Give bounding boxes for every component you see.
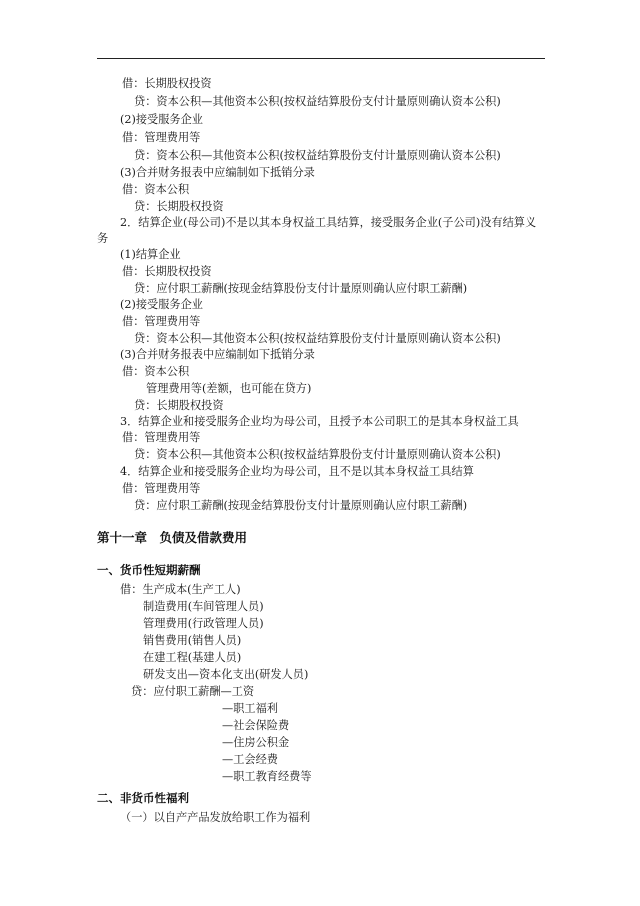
text-line: 研发支出—资本化支出(研发人员) <box>143 668 309 681</box>
text-line: 管理费用等(差额，也可能在贷方) <box>146 382 312 395</box>
text-line: 贷：资本公积—其他资本公积(按权益结算股份支付计量原则确认资本公积) <box>134 448 501 461</box>
text-line: 管理费用(行政管理人员) <box>143 617 264 630</box>
header-rule <box>97 58 545 59</box>
text-line: 借：管理费用等 <box>122 315 201 328</box>
text-line: —住房公积金 <box>222 736 290 749</box>
text-line: 贷：应付职工薪酬(按现金结算股份支付计量原则确认应付职工薪酬) <box>134 282 468 295</box>
text-line: (2)接受服务企业 <box>120 298 203 311</box>
text-line: (3)合并财务报表中应编制如下抵销分录 <box>120 166 315 179</box>
text-line: 贷：资本公积—其他资本公积(按权益结算股份支付计量原则确认资本公积) <box>134 95 501 108</box>
text-line: 销售费用(销售人员) <box>143 634 242 647</box>
text-line: —职工教育经费等 <box>222 770 312 783</box>
text-line: (1)结算企业 <box>120 248 181 261</box>
text-line: 借：长期股权投资 <box>122 265 212 278</box>
text-line: (2)接受服务企业 <box>120 113 203 126</box>
text-line: 贷：长期股权投资 <box>134 200 224 213</box>
text-line: 3．结算企业和接受服务企业均为母公司，且授予本公司职工的是其本身权益工具 <box>120 415 519 428</box>
text-line: 4．结算企业和接受服务企业均为母公司，且不是以其本身权益工具结算 <box>120 465 474 478</box>
text-line: 贷：应付职工薪酬—工资 <box>131 685 255 698</box>
text-line: —工会经费 <box>222 753 278 766</box>
text-line: 借：长期股权投资 <box>122 77 212 90</box>
chapter-title: 第十一章 负债及借款费用 <box>97 530 248 545</box>
text-line: 贷：应付职工薪酬(按现金结算股份支付计量原则确认应付职工薪酬) <box>134 499 468 512</box>
text-line: 借：管理费用等 <box>122 431 201 444</box>
text-line: —职工福利 <box>222 702 278 715</box>
text-line: 贷：长期股权投资 <box>134 399 224 412</box>
section-title: 一、货币性短期薪酬 <box>97 563 201 577</box>
text-line: 务 <box>97 232 109 245</box>
text-line: 借：管理费用等 <box>122 131 201 144</box>
text-line: 2．结算企业(母公司)不是以其本身权益工具结算，接受服务企业(子公司)没有结算义 <box>120 216 537 229</box>
text-line: （一）以自产产品发放给职工作为福利 <box>120 811 311 824</box>
text-line: 借：资本公积 <box>122 365 190 378</box>
section-title: 二、非货币性福利 <box>97 791 189 805</box>
text-line: 在建工程(基建人员) <box>143 651 242 664</box>
text-line: 借：管理费用等 <box>122 482 201 495</box>
text-line: 贷：资本公积—其他资本公积(按权益结算股份支付计量原则确认资本公积) <box>134 149 501 162</box>
text-line: —社会保险费 <box>222 719 290 732</box>
text-line: 制造费用(车间管理人员) <box>143 600 264 613</box>
text-line: 借：资本公积 <box>122 183 190 196</box>
text-line: 贷：资本公积—其他资本公积(按权益结算股份支付计量原则确认资本公积) <box>134 332 501 345</box>
text-line: (3)合并财务报表中应编制如下抵销分录 <box>120 348 315 361</box>
text-line: 借：生产成本(生产工人) <box>120 583 241 596</box>
